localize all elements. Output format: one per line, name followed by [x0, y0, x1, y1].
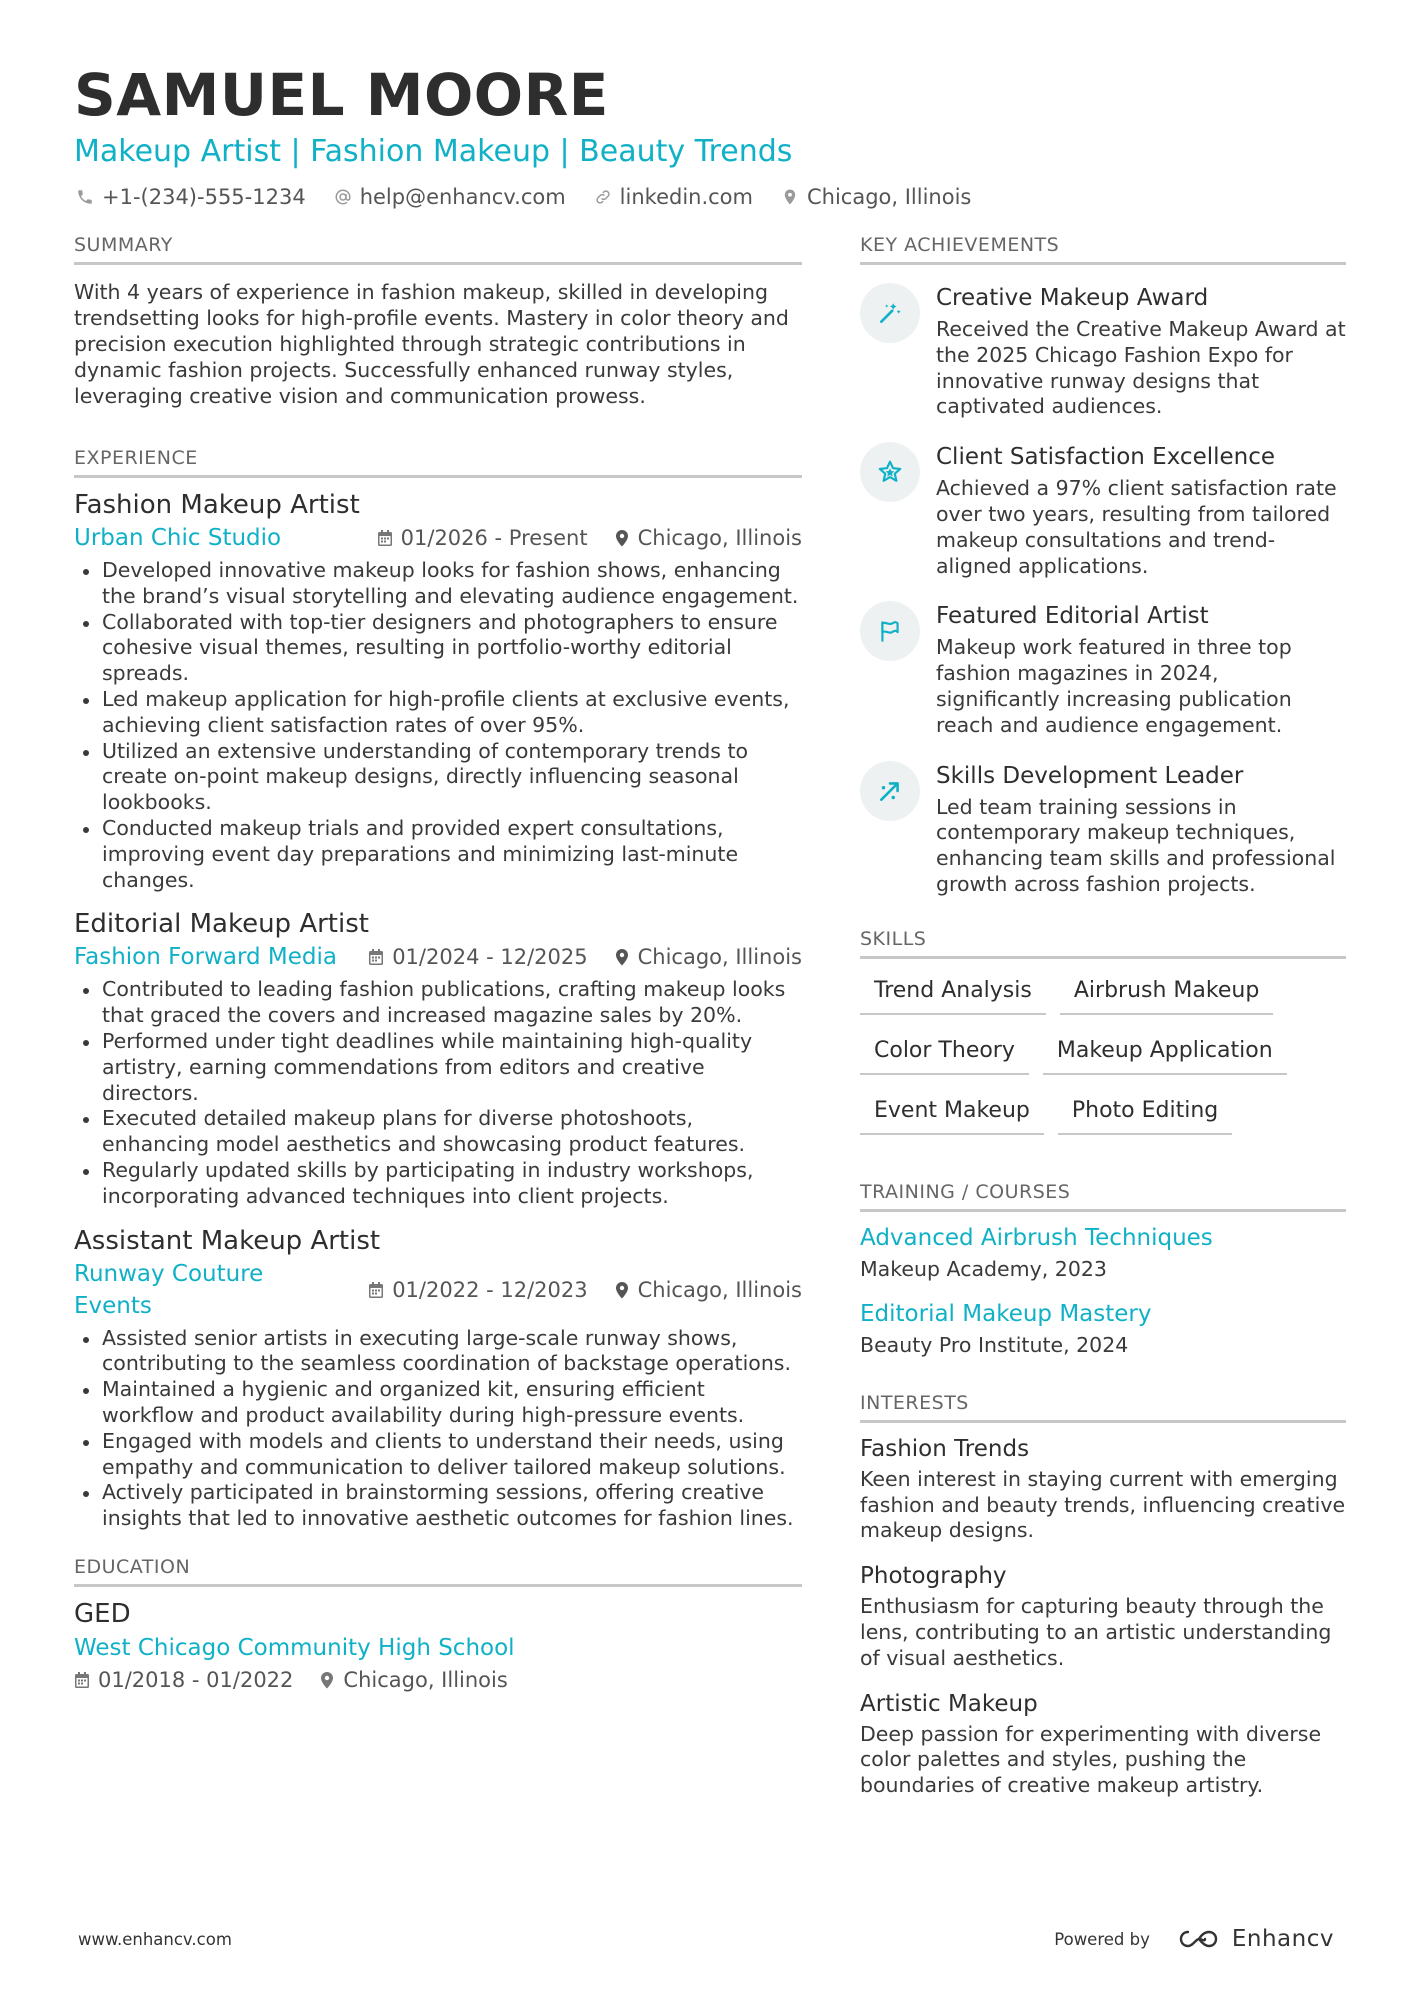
bullet-item: Developed innovative makeup looks for fashion shows, enhancing the brand’s visual storytelling and elevating audience engagement.: [74, 558, 802, 610]
infinity-logo-icon: [1176, 1927, 1222, 1951]
experience-entry: [74, 907, 802, 1209]
contact-email[interactable]: [332, 182, 566, 212]
candidate-headline: Makeup Artist | Fashion Makeup | Beauty Trends: [74, 134, 793, 169]
education-location: [319, 1665, 507, 1695]
link-icon: [592, 186, 614, 208]
job-location-text: Chicago, Illinois: [637, 526, 802, 550]
achievement-body: [936, 761, 1346, 898]
job-location: [614, 941, 802, 973]
brand-name: Enhancv: [1231, 1926, 1334, 1952]
experience-section: [74, 445, 802, 1532]
job-dates: [368, 1274, 587, 1306]
summary-section: [74, 232, 802, 409]
job-location: [614, 1274, 802, 1306]
experience-entry: [74, 1224, 802, 1532]
footer-branding: [1054, 1926, 1334, 1952]
interest-item: [860, 1560, 1346, 1671]
summary-text: With 4 years of experience in fashion makeup, skilled in developing trendsetting looks for high-profile events. Mastery in color theory and precision execution highlighted through strategic contributions in dynamic fashion projects. Successfully enhanced runway styles, leveraging creative vision and communication prowess.: [74, 280, 789, 408]
achievement-title: Featured Editorial Artist: [936, 603, 1209, 630]
job-bullets: [74, 977, 802, 1209]
interest-desc: Enthusiasm for capturing beauty through the lens, contributing to an artistic understanding of visual aesthetics.: [860, 1594, 1332, 1670]
bullet-item: Executed detailed makeup plans for diverse photoshoots, enhancing model aesthetics and showcasing product features.: [74, 1106, 802, 1158]
education-meta: [74, 1665, 802, 1695]
contact-location-text: Chicago, Illinois: [806, 185, 972, 209]
course-name: Editorial Makeup Mastery: [860, 1300, 1152, 1327]
job-company: Fashion Forward Media: [74, 944, 338, 971]
job-dates-text: 01/2022 - 12/2023: [392, 1277, 588, 1302]
job-company: Urban Chic Studio: [74, 525, 282, 551]
education-school: West Chicago Community High School: [74, 1634, 515, 1661]
achievement-item: [860, 283, 1346, 420]
calendar-icon: [368, 1281, 384, 1299]
skill-tag: Event Makeup: [860, 1089, 1044, 1135]
achievement-title: Client Satisfaction Excellence: [936, 444, 1276, 471]
calendar-icon: [74, 1671, 90, 1689]
education-heading: EDUCATION: [74, 1554, 802, 1587]
calendar-icon: [368, 948, 384, 966]
interest-title: Photography: [860, 1563, 1007, 1590]
bullet-item: Utilized an extensive understanding of contemporary trends to create on-point makeup designs, directly influencing seasonal lookbooks.: [74, 739, 802, 816]
bullet-item: Assisted senior artists in executing large-scale runway shows, contributing to the seamless coordination of backstage operations.: [74, 1326, 802, 1378]
resume-header: [74, 62, 1336, 212]
achievement-desc: Led team training sessions in contemporary makeup techniques, enhancing team skills and professional growth across fashion projects.: [936, 794, 1336, 896]
growth-arrow-icon: [860, 761, 920, 821]
map-pin-icon: [614, 1281, 630, 1299]
achievement-body: [936, 601, 1346, 738]
training-section: [860, 1179, 1346, 1360]
job-dates: [377, 522, 588, 554]
skill-tag: Photo Editing: [1058, 1089, 1232, 1135]
job-location-text: Chicago, Illinois: [637, 945, 802, 970]
contact-bar: [74, 182, 1336, 212]
bullet-item: Engaged with models and clients to understand their needs, using empathy and communication to deliver tailored makeup solutions.: [74, 1429, 802, 1481]
phone-icon: [74, 186, 96, 208]
achievement-title: Skills Development Leader: [936, 762, 1244, 789]
interest-desc: Deep passion for experimenting with diverse color palettes and styles, pushing the boundaries of creative makeup artistry.: [860, 1721, 1322, 1798]
achievement-desc: Makeup work featured in three top fashion magazines in 2024, significantly increasing publication reach and audience engagement.: [936, 635, 1292, 737]
education-dates-text: 01/2018 - 01/2022: [98, 1667, 294, 1692]
star-icon: [860, 442, 920, 502]
at-sign-icon: [332, 186, 354, 208]
summary-heading: SUMMARY: [74, 232, 802, 265]
interests-section: [860, 1390, 1346, 1799]
course-institution: Makeup Academy, 2023: [860, 1256, 1107, 1281]
course-institution: Beauty Pro Institute, 2024: [860, 1332, 1129, 1357]
achievement-body: [936, 283, 1346, 420]
contact-location: [779, 182, 971, 212]
achievement-body: [936, 442, 1346, 579]
brand-logo[interactable]: [1176, 1926, 1334, 1952]
course-item: [860, 1222, 1346, 1284]
achievement-item: [860, 761, 1346, 898]
contact-website[interactable]: [592, 182, 753, 212]
interest-desc: Keen interest in staying current with emerging fashion and beauty trends, influencing creative makeup designs.: [860, 1466, 1346, 1543]
experience-entry: [74, 488, 802, 893]
achievement-desc: Received the Creative Makeup Award at the 2025 Chicago Fashion Expo for innovative runway designs that captivated audiences.: [936, 317, 1346, 419]
contact-website-text: linkedin.com: [619, 185, 753, 209]
powered-by-label: Powered by: [1054, 1929, 1150, 1949]
achievement-desc: Achieved a 97% client satisfaction rate over two years, resulting from tailored makeup consultations and trend-aligned applications.: [936, 476, 1337, 578]
course-item: [860, 1298, 1346, 1360]
bullet-item: Performed under tight deadlines while maintaining high-quality artistry, earning commendations from editors and creative directors.: [74, 1029, 802, 1106]
flag-icon: [860, 601, 920, 661]
contact-phone-text: +1-(234)-555-1234: [102, 185, 306, 209]
map-pin-icon: [319, 1671, 335, 1689]
achievement-title: Creative Makeup Award: [936, 285, 1209, 311]
job-location: [614, 522, 802, 554]
skills-heading: SKILLS: [860, 926, 1346, 959]
page-footer: [78, 1926, 1334, 1952]
education-dates: [74, 1665, 293, 1695]
left-column: [74, 232, 802, 1695]
course-name: Advanced Airbrush Techniques: [860, 1224, 1213, 1251]
map-pin-icon: [614, 948, 630, 966]
skill-tag: Color Theory: [860, 1029, 1029, 1075]
achievements-section: [860, 232, 1346, 898]
education-section: [74, 1554, 802, 1695]
achievement-item: [860, 601, 1346, 738]
interest-title: Fashion Trends: [860, 1435, 1030, 1462]
interest-title: Artistic Makeup: [860, 1690, 1038, 1717]
skills-list: [860, 969, 1346, 1149]
job-meta: [74, 1258, 802, 1322]
job-dates: [368, 941, 587, 973]
bullet-item: Led makeup application for high-profile clients at exclusive events, achieving client satisfaction rates of over 95%.: [74, 687, 802, 739]
calendar-icon: [377, 529, 393, 547]
skills-section: [860, 926, 1346, 1149]
achievements-heading: KEY ACHIEVEMENTS: [860, 232, 1346, 265]
candidate-name: SAMUEL MOORE: [74, 61, 609, 129]
job-meta: [74, 941, 802, 973]
interests-heading: INTERESTS: [860, 1390, 1346, 1423]
job-company: Runway Couture Events: [74, 1260, 264, 1319]
job-title: Editorial Makeup Artist: [74, 909, 369, 940]
training-heading: TRAINING / COURSES: [860, 1179, 1346, 1212]
interest-item: [860, 1433, 1346, 1544]
skill-tag: Airbrush Makeup: [1060, 969, 1273, 1015]
education-location-text: Chicago, Illinois: [343, 1667, 508, 1692]
job-meta: [74, 522, 802, 554]
footer-url[interactable]: www.enhancv.com: [78, 1929, 232, 1949]
interest-item: [860, 1688, 1346, 1799]
map-pin-icon: [614, 529, 630, 547]
magic-wand-icon: [860, 283, 920, 343]
bullet-item: Conducted makeup trials and provided expert consultations, improving event day preparations and minimizing last-minute changes.: [74, 816, 802, 893]
job-bullets: [74, 1326, 802, 1532]
job-dates-text: 01/2026 - Present: [400, 526, 588, 550]
skill-tag: Trend Analysis: [860, 969, 1046, 1015]
education-degree: GED: [74, 1598, 131, 1629]
bullet-item: Actively participated in brainstorming sessions, offering creative insights that led to innovative aesthetic outcomes for fashion lines.: [74, 1480, 802, 1532]
bullet-item: Maintained a hygienic and organized kit, ensuring efficient workflow and product availability during high-pressure events.: [74, 1377, 802, 1429]
job-location-text: Chicago, Illinois: [637, 1277, 802, 1302]
experience-heading: EXPERIENCE: [74, 445, 802, 478]
job-title: Fashion Makeup Artist: [74, 490, 360, 520]
skill-tag: Makeup Application: [1043, 1029, 1287, 1075]
job-dates-text: 01/2024 - 12/2025: [392, 945, 588, 970]
job-bullets: [74, 558, 802, 893]
bullet-item: Contributed to leading fashion publications, crafting makeup looks that graced the covers and increased magazine sales by 20%.: [74, 977, 802, 1029]
achievement-item: [860, 442, 1346, 579]
contact-email-text: help@enhancv.com: [359, 185, 566, 209]
map-pin-icon: [779, 186, 801, 208]
right-column: [860, 232, 1346, 1815]
bullet-item: Regularly updated skills by participating in industry workshops, incorporating advanced techniques into client projects.: [74, 1158, 802, 1210]
bullet-item: Collaborated with top-tier designers and photographers to ensure cohesive visual themes, resulting in portfolio-worthy editorial spreads.: [74, 610, 802, 687]
job-title: Assistant Makeup Artist: [74, 1225, 381, 1256]
contact-phone[interactable]: [74, 182, 306, 212]
